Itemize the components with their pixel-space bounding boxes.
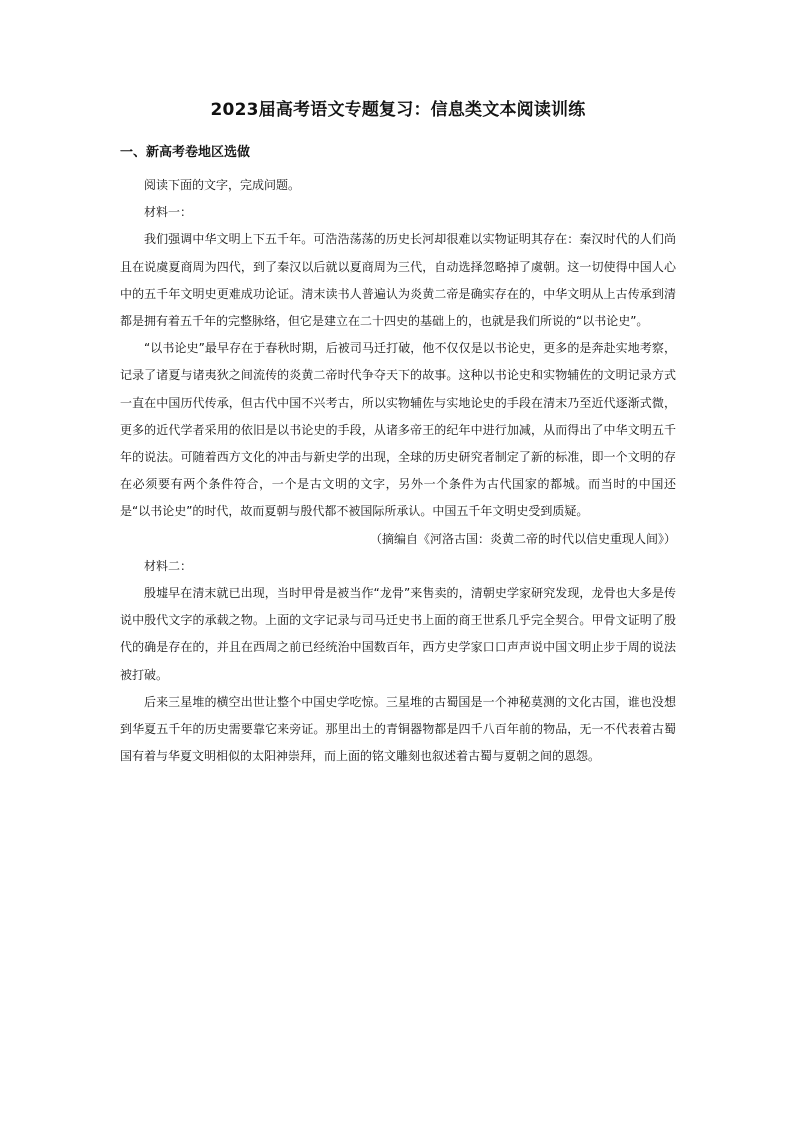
- instruction-text: 阅读下面的文字，完成问题。: [144, 178, 301, 192]
- material-one-label: 材料一：: [144, 205, 193, 220]
- document-title: 2023届高考语文专题复习：信息类文本阅读训练: [210, 100, 586, 120]
- document-page: [120, 98, 676, 770]
- section-heading: 一、新高考卷地区选做: [120, 145, 251, 160]
- material-two-label: 材料二：: [144, 558, 193, 573]
- material-two-paragraph: 殷墟早在清末就已出现，当时甲骨是被当作“龙骨”来售卖的，清朝史学家研究发现，龙骨也大多是传说中殷代文字的承载之物。上面的文字记录与司马迁史书上面的商王世系几乎完全契合。甲骨文证明了殷代的确是存在的，并且在西周之前已经统治中国数百年，西方史学家口口声声说中国文明止步于周的说法被打破。: [120, 586, 676, 682]
- material-one-source: （摘编自《河洛古国：炎黄二帝的时代以信史重现人间》）: [369, 531, 676, 546]
- material-one-paragraph: “以书论史”最早存在于春秋时期，后被司马迁打破，他不仅仅是以书论史，更多的是奔赴实地考察，记录了诸夏与诸夷狄之间流传的炎黄二帝时代争夺天下的故事。这种以书论史和实物辅佐的文明记录方式一直在中国历代传承，但古代中国不兴考古，所以实物辅佐与实地论史的手段在清末乃至近代逐渐式微，更多的近代学者采用的依旧是以书论史的手段，从诸多帝王的纪年中进行加减，从而得出了中华文明五千年的说法。可随着西方文化的冲击与新史学的出现，全球的历史研究者制定了新的标准，即一个文明的存在必须要有两个条件符合，一个是古文明的文字，另外一个条件为古代国家的都城。而当时的中国还是“以书论史”的时代，故而夏朝与殷代都不被国际所承认。中国五千年文明史受到质疑。: [120, 341, 676, 519]
- material-one-paragraph: 我们强调中华文明上下五千年。可浩浩荡荡的历史长河却很难以实物证明其存在：秦汉时代的人们尚且在说虞夏商周为四代，到了秦汉以后就以夏商周为三代，自动选择忽略掉了虞朝。这一切使得中国人心中的五千年文明史更难成功论证。清末读书人普遍认为炎黄二帝是确实存在的，中华文明从上古传承到清都是拥有着五千年的完整脉络，但它是建立在二十四史的基础上的，也就是我们所说的“以书论史”。: [120, 232, 676, 329]
- material-two-paragraph: 后来三星堆的横空出世让整个中国史学吃惊。三星堆的古蜀国是一个神秘莫测的文化古国，谁也没想到华夏五千年的历史需要靠它来旁证。那里出土的青铜器物都是四千八百年前的物品，无一不代表着古蜀国有着与华夏文明相似的太阳神崇拜，而上面的铭文雕刻也叙述着古蜀与夏朝之间的恩怨。: [120, 694, 676, 764]
